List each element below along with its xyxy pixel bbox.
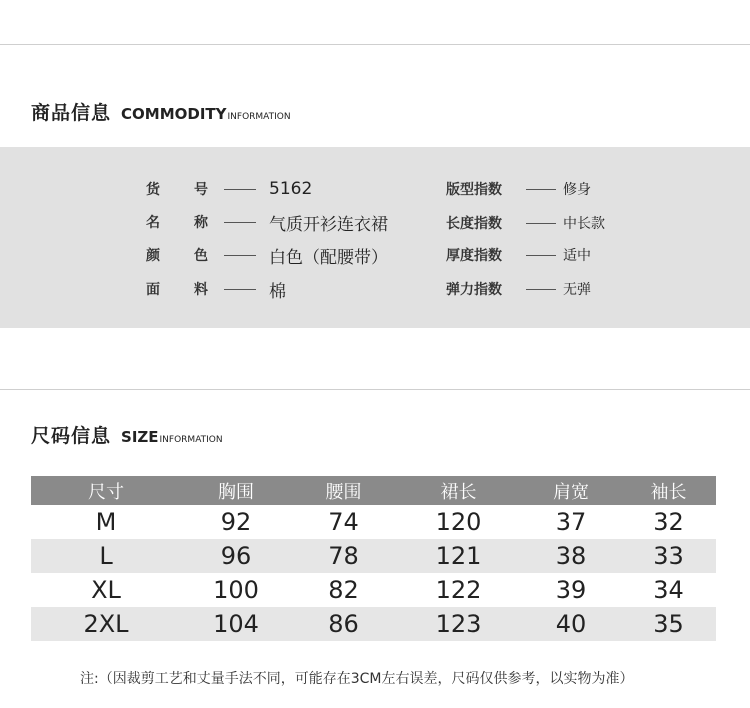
table-header-row — [31, 476, 716, 505]
table-row — [31, 539, 716, 573]
info-label: 版型指数 — [446, 182, 502, 198]
length-cell: 121 — [435, 542, 482, 570]
leader-line — [224, 189, 256, 190]
leader-line — [224, 222, 256, 223]
header-cell-shoulder: 肩宽 — [553, 481, 589, 503]
sleeve-cell: 32 — [653, 508, 684, 536]
sleeve-cell: 34 — [653, 576, 684, 604]
header-cell-dress-length: 裙长 — [440, 481, 477, 503]
shoulder-cell: 40 — [555, 610, 587, 638]
info-label: 颜 色 — [146, 248, 208, 264]
info-row-elasticity — [446, 277, 591, 301]
bust-cell: 104 — [213, 610, 259, 638]
bust-cell: 100 — [213, 576, 259, 604]
waist-cell: 86 — [328, 610, 359, 638]
commodity-title-en-small: INFORMATION — [227, 112, 291, 122]
header-cell-bust: 胸围 — [218, 481, 254, 503]
size-cell: L — [99, 542, 113, 570]
size-cell: 2XL — [83, 610, 129, 638]
info-label: 弹力指数 — [446, 282, 502, 298]
info-row-thickness — [446, 243, 591, 267]
sleeve-cell: 33 — [653, 542, 684, 570]
size-title-cn: 尺码信息 — [31, 425, 112, 447]
top-divider — [0, 44, 750, 45]
size-title-en: SIZE — [121, 428, 159, 446]
length-cell: 120 — [435, 508, 482, 536]
table-row — [31, 505, 716, 539]
header-cell-sleeve: 袖长 — [650, 481, 687, 503]
table-row — [31, 607, 716, 641]
info-value: 棉 — [269, 281, 286, 302]
shoulder-cell: 39 — [555, 576, 587, 604]
info-row-name — [146, 210, 388, 234]
info-value: 中长款 — [563, 216, 605, 232]
shoulder-cell: 38 — [555, 542, 587, 570]
info-label: 长度指数 — [446, 216, 502, 232]
size-cell: M — [95, 508, 117, 536]
commodity-title-cn: 商品信息 — [31, 102, 112, 124]
info-label: 厚度指数 — [446, 248, 502, 264]
info-value: 5162 — [269, 179, 313, 199]
info-value: 适中 — [563, 248, 591, 264]
leader-line — [526, 255, 556, 256]
header-cell-waist: 腰围 — [325, 481, 362, 503]
info-value: 气质开衫连衣裙 — [269, 214, 388, 235]
info-value: 无弹 — [563, 282, 591, 298]
shoulder-cell: 37 — [555, 508, 587, 536]
length-cell: 123 — [435, 610, 482, 638]
header-cell-size: 尺寸 — [88, 481, 124, 503]
leader-line — [526, 223, 556, 224]
info-value: 白色（配腰带） — [269, 247, 388, 268]
sleeve-cell: 35 — [653, 610, 684, 638]
bust-cell: 96 — [220, 542, 252, 570]
info-label: 面 料 — [146, 282, 208, 298]
info-value: 修身 — [563, 182, 591, 198]
measurement-note: 注:（因裁剪工艺和丈量手法不同，可能存在3CM左右误差，尺码仅供参考，以实物为准） — [80, 671, 634, 687]
leader-line — [526, 289, 556, 290]
info-row-color — [146, 243, 388, 267]
size-section-title — [31, 421, 223, 448]
info-row-item-number — [146, 177, 312, 201]
commodity-title-en: COMMODITY — [121, 105, 227, 123]
middle-divider — [0, 389, 750, 390]
waist-cell: 82 — [328, 576, 359, 604]
info-row-length — [446, 211, 605, 235]
info-row-fit — [446, 177, 591, 201]
size-cell: XL — [91, 576, 121, 604]
info-label: 名 称 — [146, 215, 208, 231]
table-row — [31, 573, 716, 607]
leader-line — [526, 189, 556, 190]
bust-cell: 92 — [220, 508, 252, 536]
info-label: 货 号 — [146, 182, 208, 198]
size-title-en-small: INFORMATION — [159, 435, 223, 445]
size-table — [31, 476, 716, 641]
leader-line — [224, 255, 256, 256]
info-row-fabric — [146, 277, 286, 301]
waist-cell: 74 — [328, 508, 359, 536]
waist-cell: 78 — [328, 542, 359, 570]
leader-line — [224, 289, 256, 290]
length-cell: 122 — [435, 576, 482, 604]
commodity-section-title — [31, 98, 291, 125]
commodity-info-panel — [0, 147, 750, 328]
